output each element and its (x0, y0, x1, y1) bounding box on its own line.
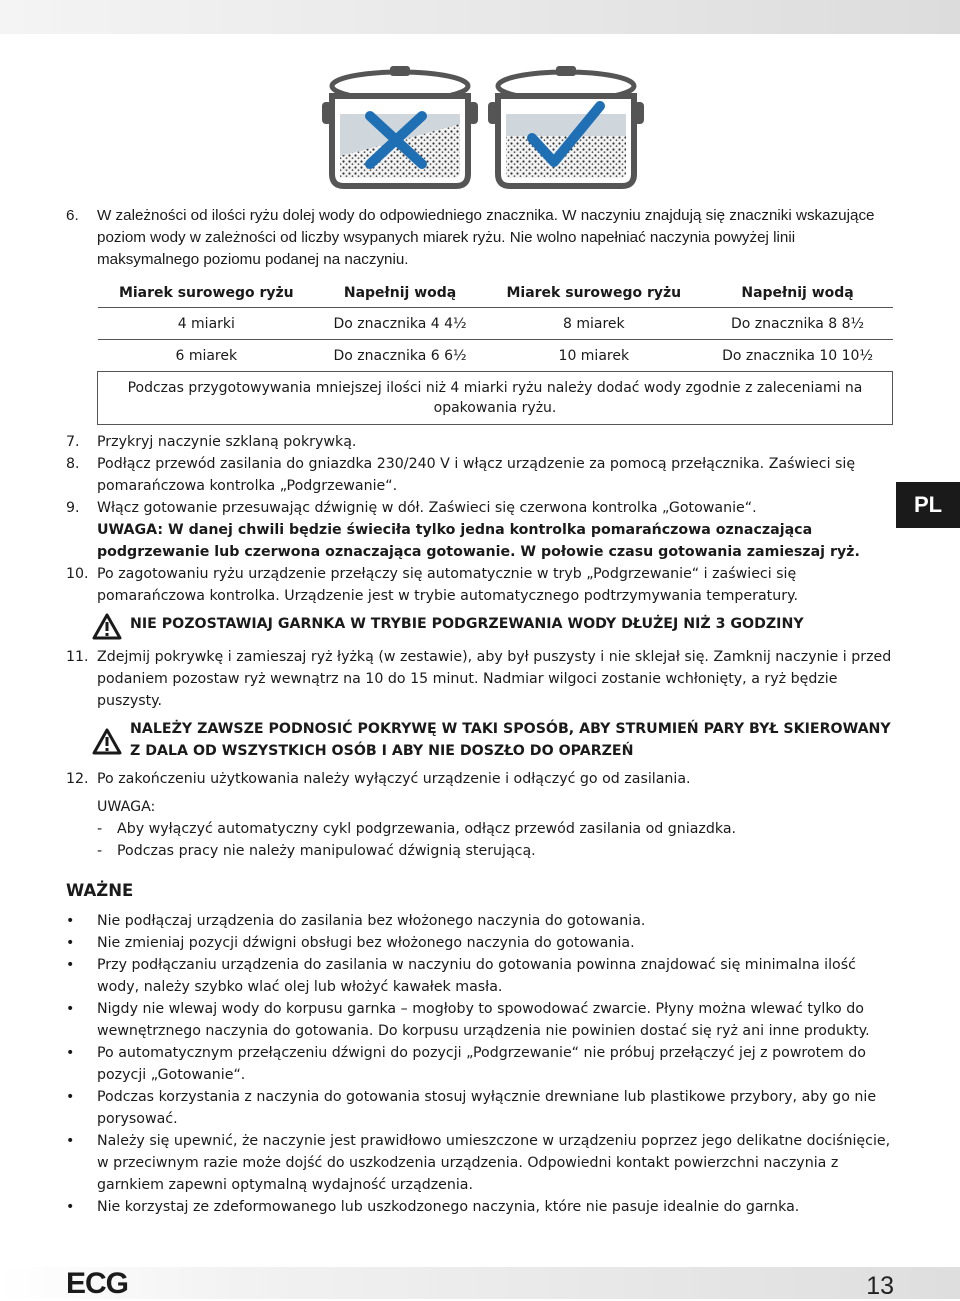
step-8-text: Podłącz przewód zasilania do gniazdka 230/240 V i włącz urządzenie za pomocą przełącznika. Zaświeci się pomarańczowa kontrolka „Podgrzewanie“. (97, 456, 856, 494)
list-item: - Aby wyłączyć automatyczny cykl podgrzewania, odłącz przewód zasilania od gniazdka. (97, 821, 737, 837)
table-cell: Do znacznika 4 4½ (315, 308, 485, 340)
instructions (66, 205, 896, 1218)
warning-triangle-icon (92, 613, 122, 640)
step-9-note: UWAGA: W danej chwili będzie świeciła tylko jedna kontrolka pomarańczowa oznaczająca podgrzewanie lub czerwona oznaczająca gotowanie. W połowie czasu gotowania zamieszaj ryż. (97, 522, 860, 560)
list-item: - Podczas pracy nie należy manipulować dźwignią sterującą. (97, 843, 536, 859)
section-title-wazne: WAŻNE (66, 881, 134, 900)
table-cell: Do znacznika 10 10½ (703, 340, 893, 372)
table-cell: Do znacznika 6 6½ (315, 340, 485, 372)
list-item: • Nigdy nie wlewaj wody do korpusu garnka – mogłoby to spowodować zwarcie. Płyny można wlewać tylko do wewnętrznego naczynia do gotowania. Do korpusu urządzenia nie powinien dostać się ryż ani inne produkty. (66, 1001, 870, 1039)
list-item: • Podczas korzystania z naczynia do gotowania stosuj wyłącznie drewniane lub plastikowe przybory, aby go nie porysować. (66, 1089, 877, 1127)
warning-2-text: NALEŻY ZAWSZE PODNOSIĆ POKRYWĘ W TAKI SPOSÓB, ABY STRUMIEŃ PARY BYŁ SKIEROWANY Z DALA OD WSZYSTKICH OSÓB I ABY NIE DOSZŁO DO OPARZEŃ (130, 721, 891, 759)
list-item: • Po automatycznym przełączeniu dźwigni do pozycji „Podgrzewanie“ nie próbuj przełączyć jej z powrotem do pozycji „Gotowanie“. (66, 1045, 866, 1083)
table-cell: 4 miarki (98, 308, 316, 340)
table-cell: 10 miarek (485, 340, 703, 372)
step-8: 8. Podłącz przewód zasilania do gniazdka 230/240 V i włącz urządzenie za pomocą przełącznika. Zaświeci się pomarańczowa kontrolka „Podgrzewanie“. (66, 456, 856, 494)
list-item: • Przy podłączaniu urządzenia do zasilania w naczyniu do gotowania powinna znajdować się minimalna ilość wody, należy szybko wlać olej lub włożyć kawałek masła. (66, 957, 856, 995)
header-bar (0, 0, 960, 34)
table-cell: 8 miarek (485, 308, 703, 340)
table-header: Napełnij wodą (343, 285, 457, 301)
list-item: • Należy się upewnić, że naczynie jest prawidłowo umieszczone w urządzeniu poprzez jego delikatne dociśnięcie, w przeciwnym razie może dojść do uszkodzenia urządzenia. Odpowiedni kontakt powierzchni naczynia z garnkiem zapewni optymalną wydajność urządzenia. (66, 1133, 891, 1193)
list-item: • Nie podłączaj urządzenia do zasilania bez włożonego naczynia do gotowania. (66, 913, 646, 929)
rice-water-table (97, 279, 893, 425)
step-10-text: Po zagotowaniu ryżu urządzenie przełączy się automatycznie w tryb „Podgrzewanie“ i zaświeci się pomarańczowa kontrolka. Urządzenie jest w trybie automatycznego podtrzymywania temperatury. (97, 566, 798, 604)
footer-bar (0, 1267, 960, 1299)
table-row (98, 340, 893, 372)
language-tab: PL (896, 482, 960, 528)
step-7-text: Przykryj naczynie szklaną pokrywką. (97, 434, 357, 450)
table-note-row (98, 372, 893, 425)
step-9: 9. Włącz gotowanie przesuwając dźwignię w dół. Zaświeci się czerwona kontrolka „Gotowanie“. (66, 500, 757, 516)
table-header: Napełnij wodą (741, 285, 854, 301)
brand-logo: ECG (66, 1267, 129, 1300)
page-number: 13 (866, 1272, 894, 1300)
table-header: Miarek surowego ryżu (118, 285, 294, 301)
list-item: • Nie korzystaj ze zdeformowanego lub uszkodzonego naczynia, które nie pasuje idealnie do garnka. (66, 1199, 800, 1215)
warning-1 (92, 613, 896, 640)
uwaga-title: UWAGA: (97, 799, 156, 815)
warning-1-text: NIE POZOSTAWIAJ GARNKA W TRYBIE PODGRZEWANIA WODY DŁUŻEJ NIŻ 3 GODZINY (130, 616, 804, 632)
pot-correct-icon (488, 66, 644, 186)
table-note: Podczas przygotowywania mniejszej ilości niż 4 miarki ryżu należy dodać wody zgodnie z zaleceniami na opakowania ryżu. (98, 372, 893, 425)
water-level-illustration (318, 64, 648, 194)
table-row (98, 308, 893, 340)
warning-2 (92, 718, 896, 762)
table-cell: 6 miarek (98, 340, 316, 372)
table-cell: Do znacznika 8 8½ (703, 308, 893, 340)
step-6-text: W zależności od ilości ryżu dolej wody do odpowiedniego znacznika. W naczyniu znajdują się znaczniki wskazujące poziom wody w zależności od liczby wsypanych miarek ryżu. Nie wolno napełniać naczynia powyżej linii maksymalnego poziomu podanej na naczyniu. (97, 207, 875, 268)
table-header: Miarek surowego ryżu (506, 285, 682, 301)
pot-wrong-icon (322, 66, 478, 186)
step-7: 7. Przykryj naczynie szklaną pokrywką. (66, 434, 357, 450)
list-item: • Nie zmieniaj pozycji dźwigni obsługi bez włożonego naczynia do gotowania. (66, 935, 635, 951)
step-12: 12. Po zakończeniu użytkowania należy wyłączyć urządzenie i odłączyć go od zasilania. (66, 771, 691, 787)
step-6: 6. W zależności od ilości ryżu dolej wody do odpowiedniego znacznika. W naczyniu znajdują się znaczniki wskazujące poziom wody w zależności od liczby wsypanych miarek ryżu. Nie wolno napełniać naczynia powyżej linii maksymalnego poziomu podanej na naczyniu. (66, 207, 875, 268)
step-10: 10. Po zagotowaniu ryżu urządzenie przełączy się automatycznie w tryb „Podgrzewanie“ i zaświeci się pomarańczowa kontrolka. Urządzenie jest w trybie automatycznego podtrzymywania temperatury. (66, 566, 798, 604)
step-9-text: Włącz gotowanie przesuwając dźwignię w dół. Zaświeci się czerwona kontrolka „Gotowanie“. (97, 500, 757, 516)
warning-triangle-icon (92, 728, 122, 755)
step-11-text: Zdejmij pokrywkę i zamieszaj ryż łyżką (w zestawie), aby był puszysty i nie sklejał się. Zamknij naczynie i przed podaniem pozostaw ryż wewnątrz na 10 do 15 minut. Nadmiar wilgoci zostanie wchłonięty, a ryż będzie puszysty. (97, 649, 892, 709)
step-12-text: Po zakończeniu użytkowania należy wyłączyć urządzenie i odłączyć go od zasilania. (97, 771, 691, 787)
step-11: 11. Zdejmij pokrywkę i zamieszaj ryż łyżką (w zestawie), aby był puszysty i nie sklejał się. Zamknij naczynie i przed podaniem pozostaw ryż wewnątrz na 10 do 15 minut. Nadmiar wilgoci zostanie wchłonięty, a ryż będzie puszysty. (66, 649, 892, 709)
